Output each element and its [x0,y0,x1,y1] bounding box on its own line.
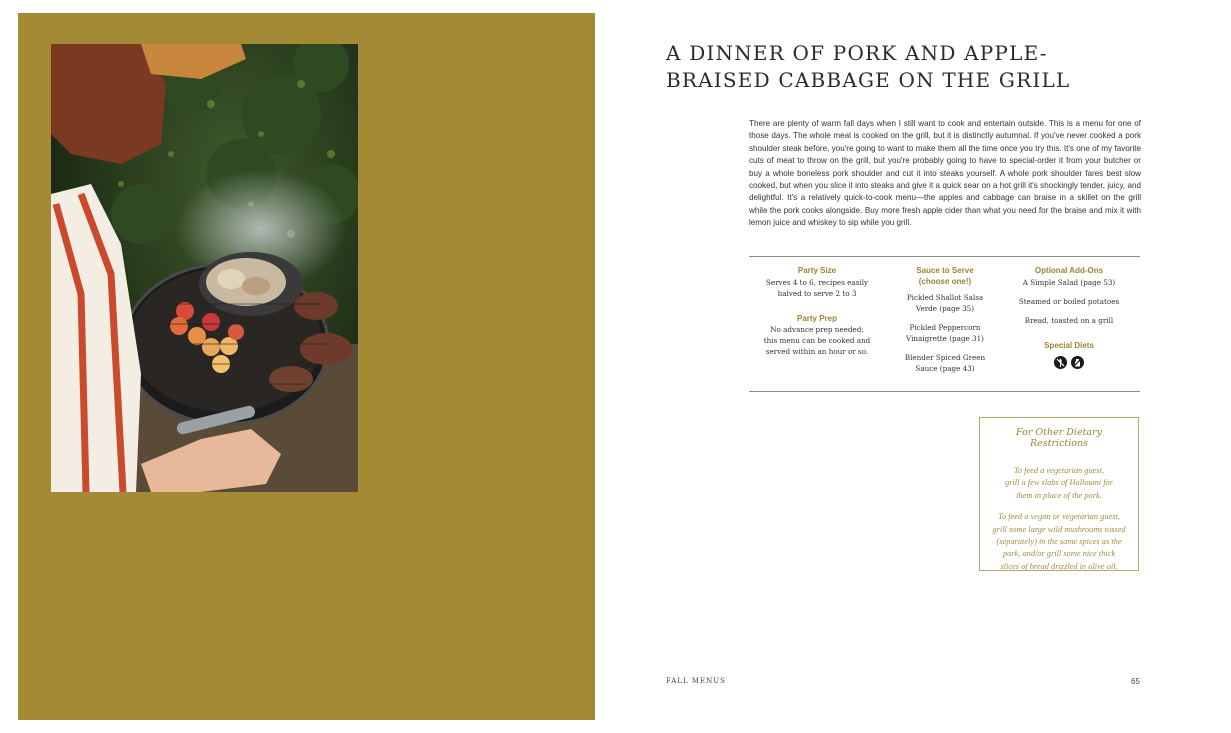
sauce-heading-line-1: Sauce to Serve [916,266,974,275]
title-line-2: BRAISED CABBAGE ON THE GRILL [666,68,1071,92]
sauce-heading-line-2: (choose one!) [918,276,972,286]
grill-photo [51,44,358,492]
party-prep-line-1: No advance prep needed; [770,325,864,334]
page-number: 65 [1131,677,1140,686]
sidebar-p1-line-3: them in place of the pork. [1016,490,1102,500]
sidebar-vegetarian-note [990,465,1128,502]
sidebar-p1-line-2: grill a few slabs of Halloumi for [1005,478,1113,488]
sauce-item-2-line-2: Vinaigrette (page 31) [906,334,984,343]
no-dairy-icon [1071,356,1084,369]
divider-bottom [749,391,1140,392]
special-diets-heading: Special Diets [1044,340,1094,350]
recipe-title [666,40,1086,94]
intro-paragraph: There are plenty of warm fall days when I still want to cook and entertain outside. This is a menu for one of those days. The whole meal is cooked on the grill, but it is distinctly autumnal. If you've never cooked a pork shoulder steak before, you're going to want to make them all the time once you try this. It's one of my favorite cuts of meat to throw on the grill, but you're probably going to have to special-order it from your butcher or buy a whole boneless pork shoulder and cut it into steaks yourself. A whole pork shoulder fares best slow cooked, but when you slice it into steaks and give it a quick sear on a hot grill it's shockingly tender, juicy, and delightful. It's a relatively quick-to-cook menu—the apples and cabbage can braise in a skillet on the grill while the pork cooks alongside. Buy more fresh apple cider than what you need for the braise and mix it with lemon juice and whiskey to sip while you grill. [749,119,1141,228]
sauce-item-1-line-2: Verde (page 35) [915,304,975,313]
sidebar-vegan-note [990,511,1128,573]
sauce-item-3-line-1: Blender Spiced Green [904,353,986,362]
party-info-column [759,266,875,357]
add-on-item-3: Bread, toasted on a grill [1024,315,1114,325]
add-ons-heading: Optional Add-Ons [1034,266,1104,275]
party-prep-line-3: served within an hour or so. [765,347,869,356]
special-diets-icons [1008,356,1130,369]
sauce-column [889,266,1001,374]
sauce-item-1-line-1: Pickled Shallot Salsa [906,293,984,302]
sidebar-p2-line-4: pork, and/or grill some nice thick [1002,549,1116,559]
sidebar-p2-line-2: grill some large wild mushrooms tossed [992,524,1126,534]
sidebar-p2-line-1: To feed a vegan or vegetarian guest, [998,512,1120,522]
divider-top [749,256,1140,257]
sauce-item-2-line-1: Pickled Peppercorn [909,323,981,332]
add-on-item-2: Steamed or boiled potatoes [1018,296,1120,306]
sidebar-p2-line-3: (separately) in the same spices as the [996,537,1122,547]
sauce-item-3-line-2: Sauce (page 43) [915,364,975,373]
party-prep-heading: Party Prep [796,313,838,323]
sidebar-p2-line-5: slices of bread drizzled in olive oil. [1000,561,1118,571]
party-size-line-2: halved to serve 2 to 3 [777,288,857,298]
add-on-item-1: A Simple Salad (page 53) [1022,277,1116,287]
dietary-restrictions-box [979,417,1139,571]
party-prep-line-2: this menu can be cooked and [763,336,871,345]
party-size-heading: Party Size [797,266,837,275]
sidebar-p1-line-1: To feed a vegetarian guest, [1013,466,1105,475]
party-size-line-1: Serves 4 to 6, recipes easily [765,277,869,287]
add-ons-column [1008,266,1130,369]
footer-section-label: FALL MENUS [666,677,726,685]
sidebar-title: For Other Dietary Restrictions [1016,427,1102,449]
no-gluten-icon [1054,356,1067,369]
title-line-1: A DINNER OF PORK AND APPLE- [666,41,1048,65]
